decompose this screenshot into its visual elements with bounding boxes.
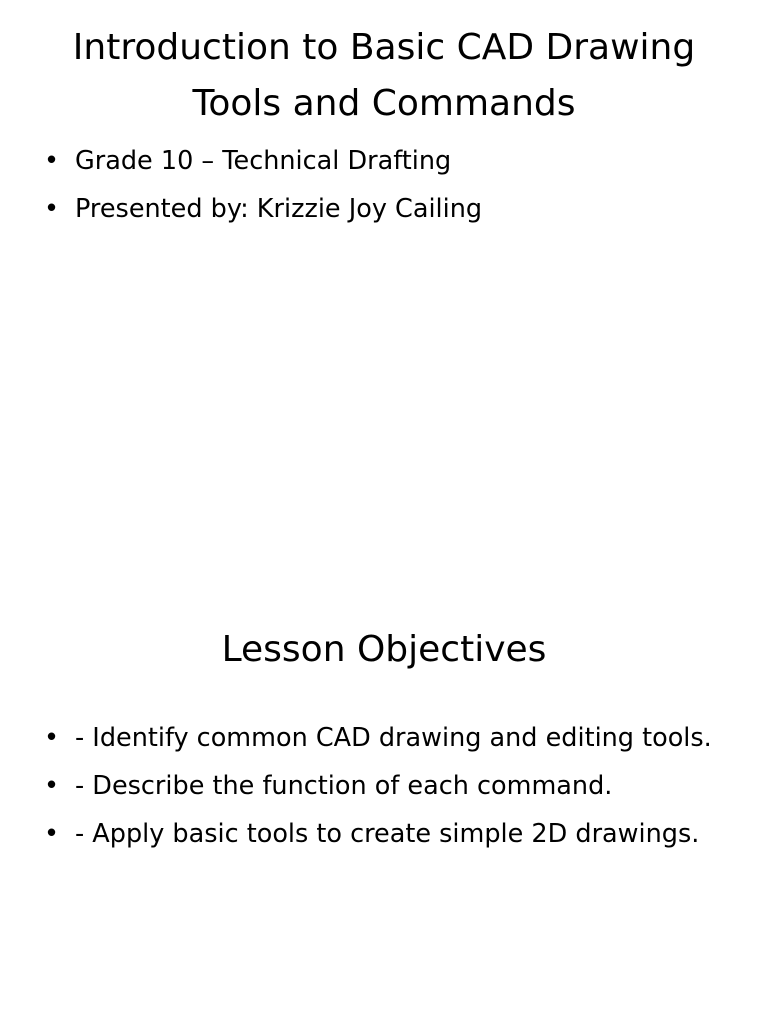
slide-title: Lesson Objectives xyxy=(221,629,547,670)
bullet-dot-icon: • xyxy=(44,146,60,176)
bullet-dot-icon: • xyxy=(44,723,60,753)
bullet-text: - Identify common CAD drawing and editing tools. xyxy=(75,723,712,753)
bullet-list xyxy=(40,141,720,237)
bullet-item-objective-3 xyxy=(40,814,720,854)
bullet-item-presenter xyxy=(40,189,720,229)
bullet-list xyxy=(40,718,720,862)
bullet-text: Grade 10 – Technical Drafting xyxy=(75,146,452,176)
slide-lesson-objectives xyxy=(0,512,768,1024)
bullet-item-grade xyxy=(40,141,720,181)
bullet-dot-icon: • xyxy=(44,771,60,801)
bullet-dot-icon: • xyxy=(44,194,60,224)
bullet-text: Presented by: Krizzie Joy Cailing xyxy=(75,194,483,224)
bullet-item-objective-1 xyxy=(40,718,720,758)
slide-title: Introduction to Basic CAD Drawing Tools and Commands xyxy=(72,27,696,124)
bullet-item-objective-2 xyxy=(40,766,720,806)
bullet-dot-icon: • xyxy=(44,819,60,849)
bullet-text: - Describe the function of each command. xyxy=(75,771,613,801)
bullet-text: - Apply basic tools to create simple 2D drawings. xyxy=(75,819,700,849)
